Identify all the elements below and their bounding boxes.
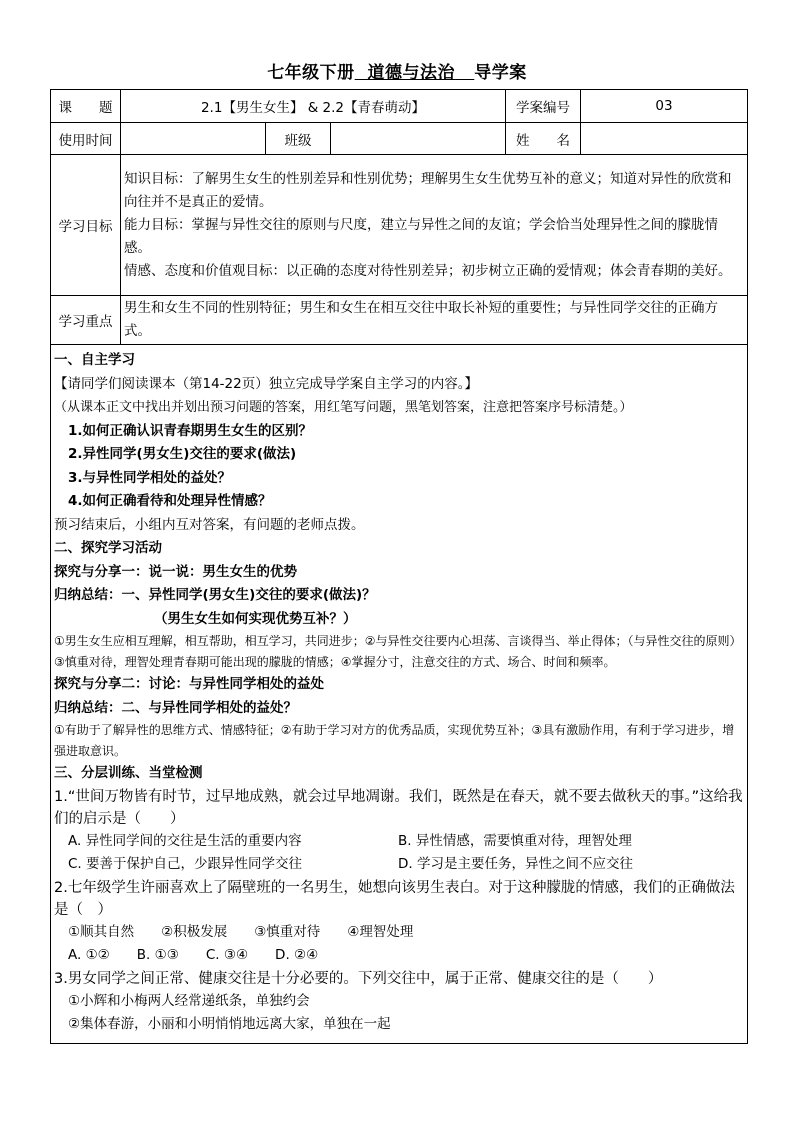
page-title bbox=[0, 58, 794, 83]
quiz-1-options-row2 bbox=[54, 853, 744, 877]
code-value: 03 bbox=[581, 90, 748, 123]
quiz-1-option-a[interactable]: A. 异性同学间的交往是生活的重要内容 bbox=[68, 832, 302, 849]
time-label: 使用时间 bbox=[51, 123, 121, 155]
focus-text: 男生和女生不同的性别特征；男生和女生在相互交往中取长补短的重要性；与异性同学交往的正确方式。 bbox=[121, 296, 748, 345]
quiz-1-option-c[interactable]: C. 要善于保护自己，少跟异性同学交往 bbox=[68, 856, 303, 872]
title-suffix: 导学案 bbox=[474, 63, 527, 83]
quiz-2-options[interactable]: A. ①② B. ①③ C. ③④ D. ②④ bbox=[68, 947, 319, 963]
quiz-question-1: 1.“世间万物皆有时节，过早地成熟，就会过早地凋谢。我们，既然是在春天，就不要去做秋天的事。”这给我们的启示是（ ） bbox=[54, 788, 743, 827]
quiz-1-options-row1 bbox=[54, 830, 744, 854]
section1-heading: 一、自主学习 bbox=[54, 352, 135, 368]
time-value-cell[interactable] bbox=[121, 123, 266, 155]
quiz-3-item-2: ②集体春游，小丽和小明悄悄地远离大家，单独在一起 bbox=[68, 1016, 391, 1032]
goals-content bbox=[121, 155, 748, 296]
section3-heading: 三、分层训练、当堂检测 bbox=[54, 765, 203, 781]
lesson-label: 课 题 bbox=[51, 90, 121, 123]
section2-heading: 二、探究学习活动 bbox=[54, 540, 162, 556]
content-row bbox=[51, 345, 748, 1044]
preview-question-3: 3.与异性同学相处的益处？ bbox=[68, 469, 232, 486]
class-value-cell[interactable] bbox=[331, 123, 506, 155]
lesson-value: 2.1【男生女生】 & 2.2【青春萌动】 bbox=[121, 90, 506, 123]
name-value-cell[interactable] bbox=[581, 123, 748, 155]
quiz-1-option-b[interactable]: B. 异性情感，需要慎重对待，理智处理 bbox=[398, 832, 632, 849]
name-label: 姓 名 bbox=[506, 123, 581, 155]
goals-label: 学习目标 bbox=[51, 155, 121, 296]
explore-share-2: 探究与分享二：讨论：与异性同学相处的益处 bbox=[54, 676, 324, 692]
summary-1-sub: （男生女生如何实现优势互补？） bbox=[154, 610, 357, 627]
goal-ability: 能力目标：掌握与异性交往的原则与尺度，建立与异性之间的友谊；学会恰当处理异性之间的朦胧情感。 bbox=[124, 216, 718, 256]
code-label: 学案编号 bbox=[506, 90, 581, 123]
study-guide-table bbox=[50, 89, 748, 1044]
quiz-3-item-1: ①小辉和小梅两人经常递纸条，单独约会 bbox=[68, 992, 310, 1009]
focus-row bbox=[51, 296, 748, 345]
summary-1: 归纳总结：一、异性同学(男女生)交往的要求(做法)？ bbox=[54, 587, 376, 603]
title-prefix: 七年级下册 bbox=[267, 63, 355, 83]
content-cell bbox=[51, 345, 748, 1044]
preview-question-2: 2.异性同学(男女生)交往的要求(做法) bbox=[68, 446, 297, 462]
goal-knowledge: 知识目标：了解男生女生的性别差异和性别优势；理解男生女生优势互补的意义；知道对异性的欣赏和向往并不是真正的爱情。 bbox=[124, 170, 732, 210]
quiz-question-2: 2.七年级学生许丽喜欢上了隔壁班的一名男生，她想向该男生表白。对于这种朦胧的情感，我们的正确做法是（ ） bbox=[54, 879, 735, 918]
section1-after: 预习结束后，小组内互对答案，有问题的老师点拨。 bbox=[54, 516, 365, 533]
class-label: 班级 bbox=[266, 123, 331, 155]
quiz-1-option-d[interactable]: D. 学习是主要任务，异性之间不应交往 bbox=[398, 856, 633, 872]
focus-label: 学习重点 bbox=[51, 296, 121, 345]
preview-question-4: 4.如何正确看待和处理异性情感？ bbox=[68, 493, 272, 509]
goal-emotion: 情感、态度和价值观目标：以正确的态度对待性别差异；初步树立正确的爱情观；体会青春期的美好。 bbox=[124, 262, 732, 279]
section1-instruction: 【请同学们阅读课本（第14-22页）独立完成导学案自主学习的内容。】 bbox=[54, 375, 478, 392]
quiz-2-items: ①顺其自然 ②积极发展 ③慎重对待 ④理智处理 bbox=[68, 923, 414, 940]
answer-1: ①男生女生应相互理解，相互帮助，相互学习，共同进步；②与异性交往要内心坦荡、言谈得当、举止得体；（与异性交往的原则）③慎重对待，理智处理青春期可能出现的朦胧的情感；④掌握分寸，注意交往的方式、场合、时间和频率。 bbox=[54, 634, 742, 669]
explore-share-1: 探究与分享一：说一说：男生女生的优势 bbox=[54, 563, 297, 580]
preview-question-1: 1.如何正确认识青春期男生女生的区别？ bbox=[68, 422, 313, 439]
time-row bbox=[51, 123, 748, 155]
lesson-row bbox=[51, 90, 748, 123]
goals-row bbox=[51, 155, 748, 296]
summary-2: 归纳总结：二、与异性同学相处的益处？ bbox=[54, 699, 297, 716]
title-subject: 道德与法治 bbox=[367, 63, 456, 83]
answer-2: ①有助于了解异性的思维方式、情感特征；②有助于学习对方的优秀品质，实现优势互补；③具有激励作用，有利于学习进步，增强进取意识。 bbox=[54, 723, 735, 758]
quiz-question-3: 3.男女同学之间正常、健康交往是十分必要的。下列交往中，属于正常、健康交往的是（ ） bbox=[54, 970, 663, 987]
section1-note: （从课本正文中找出并划出预习问题的答案，用红笔写问题，黑笔划答案，注意把答案序号标清楚。） bbox=[54, 400, 633, 415]
